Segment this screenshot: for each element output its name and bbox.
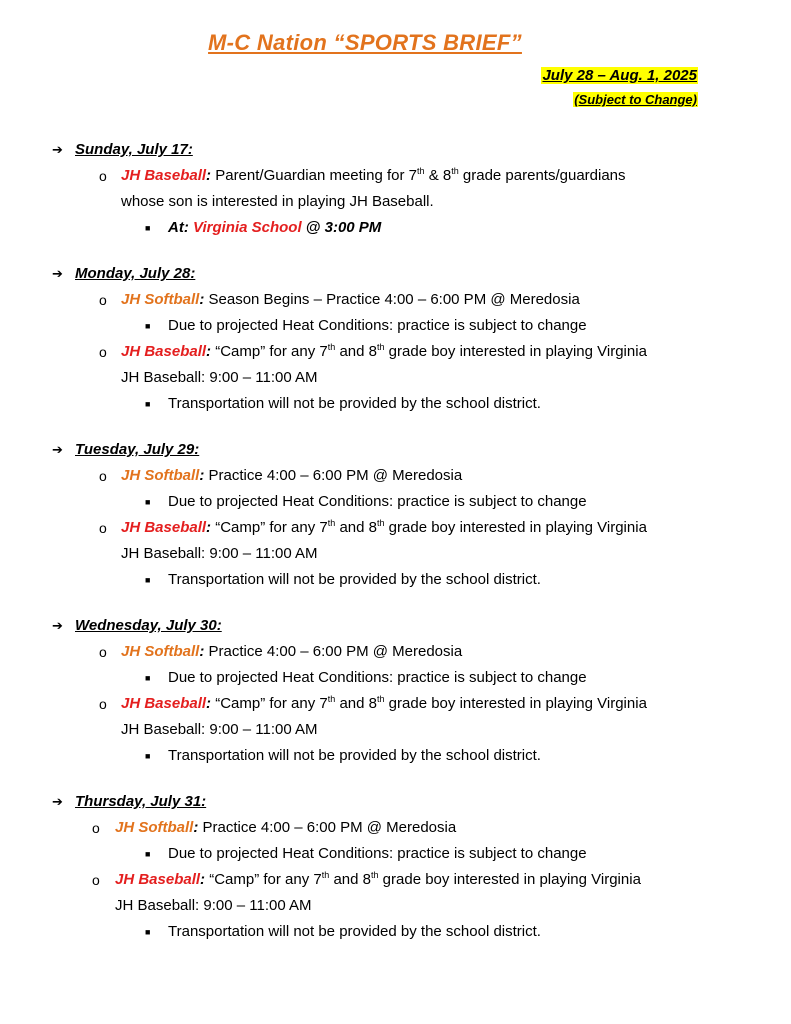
arrow-bullet-icon: ➔	[52, 442, 63, 457]
event-detail: ■ Transportation will not be provided by the school district.	[0, 567, 791, 593]
day-section-wednesday	[0, 613, 791, 769]
arrow-bullet-icon: ➔	[52, 794, 63, 809]
event-item: o JH Baseball: “Camp” for any 7th and 8th grade boy interested in playing Virginia JH Baseball: 9:00 – 11:00 AM	[0, 515, 791, 567]
event-detail: ■ At: Virginia School @ 3:00 PM	[0, 215, 791, 241]
event-item: o JH Baseball: “Camp” for any 7th and 8th grade boy interested in playing Virginia JH Baseball: 9:00 – 11:00 AM	[0, 691, 791, 743]
day-section-tuesday	[0, 437, 791, 593]
subject-to-change-note: (Subject to Change)	[574, 92, 697, 107]
event-text: “Camp” for any 7th and 8th grade boy interested in playing Virginia	[215, 518, 647, 536]
event-item: o JH Baseball: “Camp” for any 7th and 8th grade boy interested in playing Virginia JH Baseball: 9:00 – 11:00 AM	[0, 867, 791, 919]
sport-label: JH Baseball	[121, 695, 207, 712]
sport-label: JH Baseball	[115, 871, 201, 888]
square-bullet-icon: ■	[145, 927, 151, 937]
event-text: Practice 4:00 – 6:00 PM @ Meredosia	[202, 819, 457, 836]
event-item: o JH Softball: Practice 4:00 – 6:00 PM @ Meredosia	[0, 463, 791, 489]
circle-bullet-icon: o	[99, 644, 107, 660]
event-detail: ■ Transportation will not be provided by the school district.	[0, 743, 791, 769]
event-text: “Camp” for any 7th and 8th grade boy interested in playing Virginia	[209, 870, 641, 888]
sport-label: JH Softball	[121, 643, 200, 660]
event-text: Season Begins – Practice 4:00 – 6:00 PM @ Meredosia	[208, 291, 580, 308]
date-range: July 28 – Aug. 1, 2025	[542, 67, 697, 84]
event-text: Practice 4:00 – 6:00 PM @ Meredosia	[208, 643, 463, 660]
day-section-monday	[0, 261, 791, 417]
event-text: “Camp” for any 7th and 8th grade boy interested in playing Virginia	[215, 694, 647, 712]
circle-bullet-icon: o	[99, 520, 107, 536]
location-name: Virginia School	[193, 219, 302, 236]
circle-bullet-icon: o	[99, 468, 107, 484]
event-text: “Camp” for any 7th and 8th grade boy interested in playing Virginia	[215, 342, 647, 360]
square-bullet-icon: ■	[145, 751, 151, 761]
sport-label: JH Baseball	[121, 519, 207, 536]
square-bullet-icon: ■	[145, 223, 151, 233]
day-heading: ➔ Wednesday, July 30:	[0, 613, 791, 639]
event-text: Parent/Guardian meeting for 7th & 8th grade parents/guardians	[215, 166, 626, 184]
event-text-continued: whose son is interested in playing JH Baseball.	[121, 193, 434, 210]
arrow-bullet-icon: ➔	[52, 618, 63, 633]
square-bullet-icon: ■	[145, 497, 151, 507]
event-text: Practice 4:00 – 6:00 PM @ Meredosia	[208, 467, 463, 484]
event-text-continued: JH Baseball: 9:00 – 11:00 AM	[121, 545, 318, 562]
event-item: o JH Baseball: Parent/Guardian meeting for 7th & 8th grade parents/guardians whose son is interested in playing JH Baseball.	[0, 163, 791, 215]
event-text-continued: JH Baseball: 9:00 – 11:00 AM	[115, 897, 312, 914]
arrow-bullet-icon: ➔	[52, 266, 63, 281]
square-bullet-icon: ■	[145, 321, 151, 331]
sport-label: JH Baseball	[121, 167, 207, 184]
event-text-continued: JH Baseball: 9:00 – 11:00 AM	[121, 369, 318, 386]
sport-label: JH Baseball	[121, 343, 207, 360]
schedule-body	[0, 137, 791, 965]
square-bullet-icon: ■	[145, 575, 151, 585]
circle-bullet-icon: o	[99, 696, 107, 712]
circle-bullet-icon: o	[99, 292, 107, 308]
arrow-bullet-icon: ➔	[52, 142, 63, 157]
event-detail: ■ Due to projected Heat Conditions: practice is subject to change	[0, 489, 791, 515]
circle-bullet-icon: o	[92, 872, 100, 888]
event-detail: ■ Due to projected Heat Conditions: practice is subject to change	[0, 313, 791, 339]
event-item: o JH Softball: Practice 4:00 – 6:00 PM @ Meredosia	[0, 639, 791, 665]
square-bullet-icon: ■	[145, 399, 151, 409]
square-bullet-icon: ■	[145, 673, 151, 683]
sport-label: JH Softball	[115, 819, 194, 836]
circle-bullet-icon: o	[99, 168, 107, 184]
event-detail: ■ Due to projected Heat Conditions: practice is subject to change	[0, 665, 791, 691]
event-item: o JH Softball: Practice 4:00 – 6:00 PM @ Meredosia	[0, 815, 791, 841]
event-detail: ■ Transportation will not be provided by the school district.	[0, 391, 791, 417]
day-heading: ➔ Tuesday, July 29:	[0, 437, 791, 463]
sport-label: JH Softball	[121, 467, 200, 484]
day-section-sunday	[0, 137, 791, 241]
day-heading: ➔ Thursday, July 31:	[0, 789, 791, 815]
page-title: M-C Nation “SPORTS BRIEF”	[208, 30, 522, 55]
day-section-thursday	[0, 789, 791, 945]
circle-bullet-icon: o	[99, 344, 107, 360]
event-text-continued: JH Baseball: 9:00 – 11:00 AM	[121, 721, 318, 738]
event-detail: ■ Transportation will not be provided by the school district.	[0, 919, 791, 945]
event-detail: ■ Due to projected Heat Conditions: practice is subject to change	[0, 841, 791, 867]
square-bullet-icon: ■	[145, 849, 151, 859]
day-heading: ➔ Monday, July 28:	[0, 261, 791, 287]
sport-label: JH Softball	[121, 291, 200, 308]
day-heading: ➔ Sunday, July 17:	[0, 137, 791, 163]
circle-bullet-icon: o	[92, 820, 100, 836]
event-item: o JH Softball: Season Begins – Practice 4:00 – 6:00 PM @ Meredosia	[0, 287, 791, 313]
event-item: o JH Baseball: “Camp” for any 7th and 8th grade boy interested in playing Virginia JH Baseball: 9:00 – 11:00 AM	[0, 339, 791, 391]
